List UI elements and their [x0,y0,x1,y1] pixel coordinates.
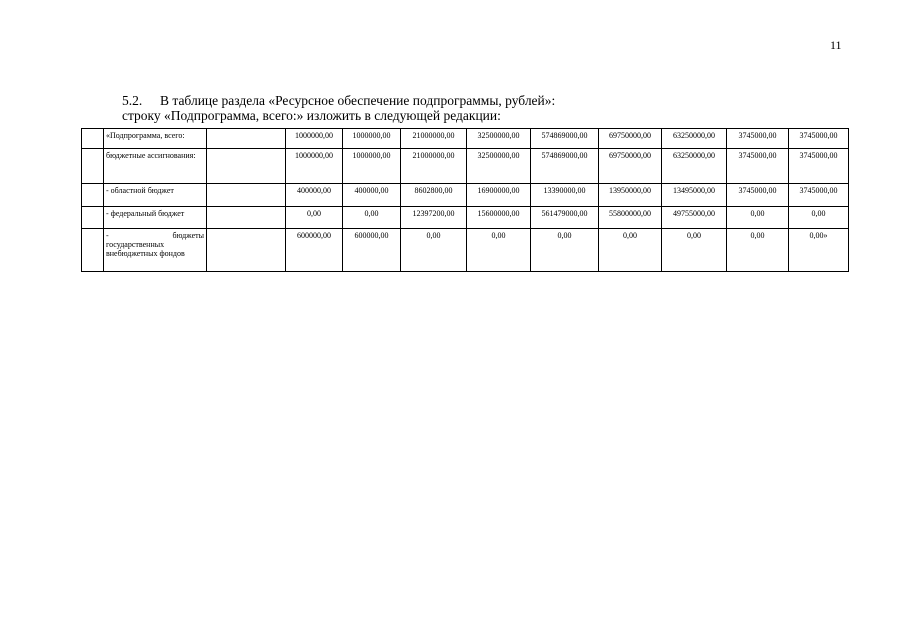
table-cell: 13950000,00 [599,184,662,207]
table-cell-empty [207,184,286,207]
table-cell: 63250000,00 [662,129,727,149]
table-cell: 0,00 [467,229,531,272]
row-label-word: бюджеты [172,231,204,240]
table-row [82,129,849,149]
table-cell: 3745000,00 [727,129,789,149]
table-cell: 55800000,00 [599,207,662,229]
table-cell: 0,00 [727,229,789,272]
table-cell-marker [82,207,104,229]
table-cell: 400000,00 [286,184,343,207]
instruction-line-2: строку «Подпрограмма, всего:» изложить в следующей редакции: [122,108,501,123]
table-cell: 63250000,00 [662,149,727,184]
row-label: бюджетные ассигнования: [104,149,207,184]
table-cell: 0,00 [599,229,662,272]
table-cell: 69750000,00 [599,149,662,184]
row-label: - областной бюджет [104,184,207,207]
table-row [82,207,849,229]
table-row [82,184,849,207]
table-cell-marker [82,149,104,184]
table-cell: 0,00» [789,229,849,272]
table-cell: 3745000,00 [789,129,849,149]
table-cell: 49755000,00 [662,207,727,229]
row-label: - федеральный бюджет [104,207,207,229]
row-label: «Подпрограмма, всего: [104,129,207,149]
table-cell: 21000000,00 [401,149,467,184]
row-label-rest: государственных внебюджетных фондов [106,240,185,258]
table-cell: 0,00 [531,229,599,272]
table-cell: 3745000,00 [789,184,849,207]
table-cell: 561479000,00 [531,207,599,229]
table-cell: 16900000,00 [467,184,531,207]
page-number: 11 [830,38,842,52]
table-cell-empty [207,129,286,149]
row-label-first-line [106,231,204,240]
table-cell: 32500000,00 [467,149,531,184]
table-cell: 1000000,00 [343,149,401,184]
instruction-line-1-text: В таблице раздела «Ресурсное обеспечение подпрограммы, рублей»: [160,93,556,108]
instruction-line-1 [122,93,555,108]
table-cell: 3745000,00 [727,184,789,207]
instruction-text [122,93,555,123]
table-cell: 1000000,00 [343,129,401,149]
table-cell: 69750000,00 [599,129,662,149]
table-cell: 1000000,00 [286,129,343,149]
table-cell-marker [82,229,104,272]
table-cell-empty [207,149,286,184]
table-cell-empty [207,229,286,272]
table-cell-empty [207,207,286,229]
table-cell: 3745000,00 [789,149,849,184]
table-cell: 574869000,00 [531,129,599,149]
row-label-dash: - [106,231,109,240]
table-cell: 0,00 [727,207,789,229]
table-cell: 12397200,00 [401,207,467,229]
table-cell: 32500000,00 [467,129,531,149]
clause-number: 5.2. [122,93,143,108]
table-row [82,229,849,272]
resource-table [81,128,849,272]
table-cell: 0,00 [343,207,401,229]
table-cell: 3745000,00 [727,149,789,184]
table-cell-marker [82,129,104,149]
table-cell-marker [82,184,104,207]
table-cell: 8602800,00 [401,184,467,207]
table-cell: 21000000,00 [401,129,467,149]
table-cell: 13495000,00 [662,184,727,207]
table-cell: 400000,00 [343,184,401,207]
table-cell: 0,00 [789,207,849,229]
table-row [82,149,849,184]
table-cell: 600000,00 [343,229,401,272]
table-cell: 1000000,00 [286,149,343,184]
table-cell: 13390000,00 [531,184,599,207]
table-cell: 574869000,00 [531,149,599,184]
table-cell: 0,00 [286,207,343,229]
row-label [104,229,207,272]
table-cell: 0,00 [662,229,727,272]
table-cell: 15600000,00 [467,207,531,229]
table-cell: 0,00 [401,229,467,272]
table-cell: 600000,00 [286,229,343,272]
